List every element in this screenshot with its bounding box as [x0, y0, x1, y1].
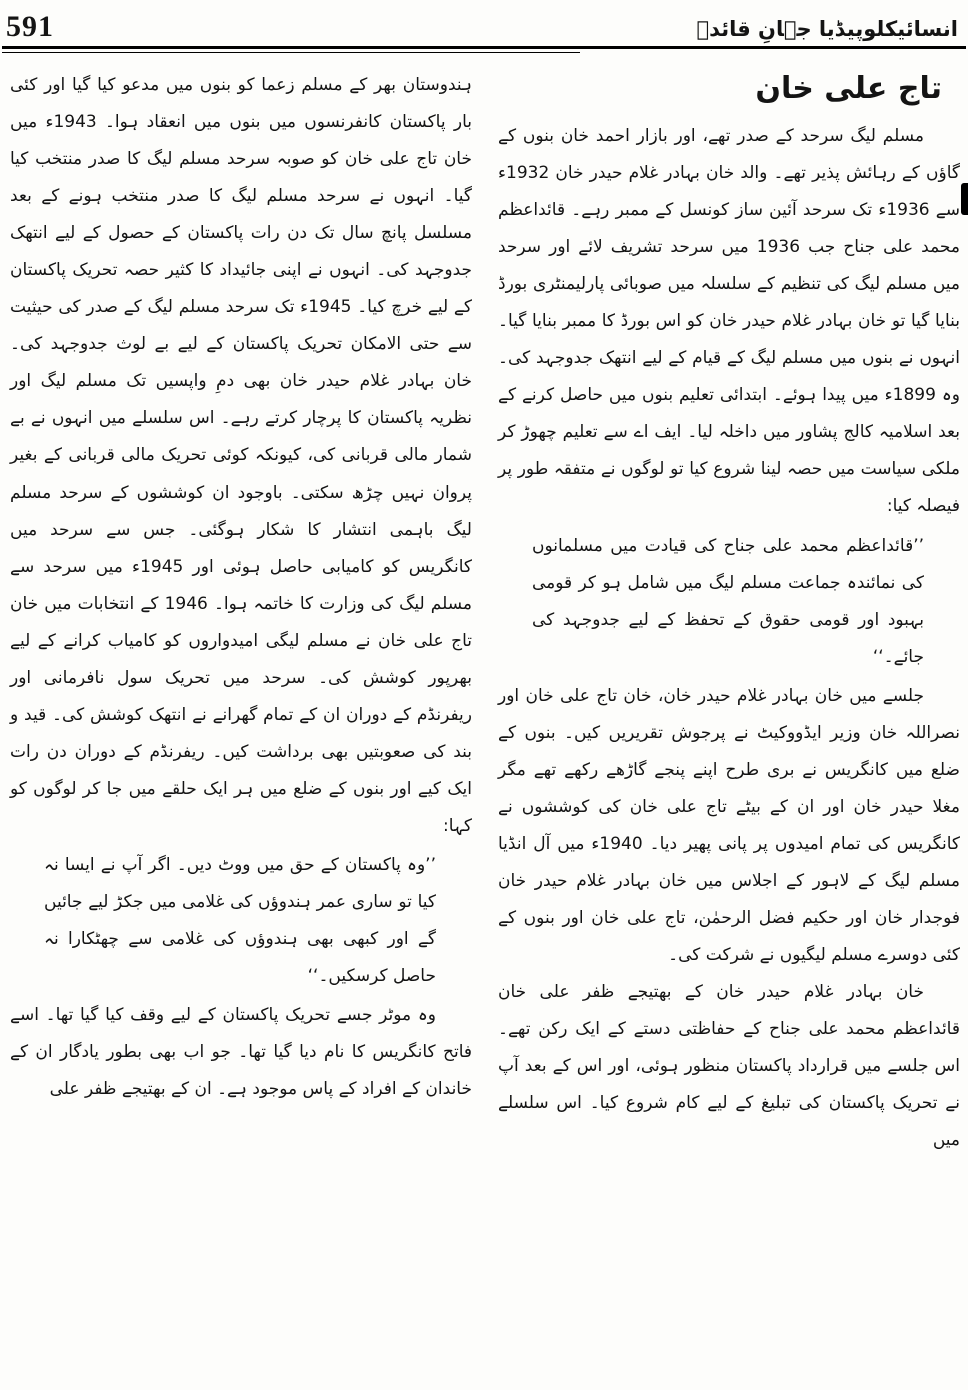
header-rule-thick: [2, 46, 966, 49]
paragraph: مسلم لیگ سرحد کے صدر تھے، اور بازار احمد خان بنوں کے گاؤں کے رہائش پذیر تھے۔ والد خان بہادر غلام حیدر خان 1932ء سے 1936ء تک سرحد آئین ساز کونسل کے ممبر رہے۔ قائداعظم محمد علی جناح جب 1936 میں سرحد تشریف لائے اور سرحد میں مسلم لیگ کی تنظیم کے سلسلہ میں صوبائی پارلیمنٹری بورڈ بنایا گیا تو خان بہادر غلام حیدر خان کو اس بورڈ کا ممبر بنایا گیا۔ انہوں نے بنوں میں مسلم لیگ کے قیام کے لیے انتھک جدوجہد کی۔ وہ 1899ء میں پیدا ہوئے۔ ابتدائی تعلیم بنوں میں حاصل کرنے کے بعد اسلامیہ کالج پشاور میں داخلہ لیا۔ ایف اے سے تعلیم چھوڑ کر ملکی سیاست میں حصہ لینا شروع کیا تو لوگوں نے متفقہ طور پر فیصلہ کیا:: [498, 126, 961, 517]
article-body: [0, 53, 968, 1159]
entry-heading: تاج علی خان: [755, 71, 942, 106]
column-left: [10, 67, 472, 1159]
quote-block: ’’قائداعظم محمد علی جناح کی قیادت میں مسلمانوں کی نمائندہ جماعت مسلم لیگ میں شامل ہو کر قومی بہبود اور قومی حقوق کے تحفظ کے لیے جدوجہد کی جائے۔‘‘: [532, 535, 924, 667]
quote-block: ’’وہ پاکستان کے حق میں ووٹ دیں۔ اگر آپ نے ایسا نہ کیا تو ساری عمر ہندوؤں کی غلامی میں جکڑ لیے جائیں گے اور کبھی بھی ہندوؤں کی غلامی سے چھٹکارا نہ حاصل کرسکیں۔‘‘: [44, 854, 436, 987]
paragraph: جلسے میں خان بہادر غلام حیدر خان، خان تاج علی خان اور نصراللہ خان وزیر ایڈووکیٹ نے پرجوش تقریریں کیں۔ بنوں کے ضلع میں کانگریس نے بری طرح اپنے پنجے گاڑھے رکھے تھے مگر مغلا حیدر خان اور ان کے بیٹے تاج علی خان کی کوششوں نے کانگریس کی تمام امیدوں پر پانی پھیر دیا۔ 1940ء میں آل انڈیا مسلم لیگ کے لاہور کے اجلاس میں خان بہادر غلام حیدر خان فوجدار خان اور حکیم فضل الرحمٰن، تاج علی خان اور بنوں کے کئی دوسرے مسلم لیگیوں نے شرکت کی۔: [498, 685, 960, 966]
column-right: [498, 67, 960, 1159]
paragraph-continuation: ہندوستان بھر کے مسلم زعما کو بنوں میں مدعو کیا گیا اور کئی بار پاکستان کانفرنسوں میں بنوں میں انعقاد ہوا۔ 1943ء میں خان تاج علی خان کو صوبہ سرحد مسلم لیگ کا صدر منتخب کیا گیا۔ انہوں نے سرحد مسلم لیگ کا صدر منتخب ہونے کے بعد مسلسل پانچ سال تک دن رات پاکستان کے حصول کے لیے انتھک جدوجہد کی۔ انہوں نے اپنی جائیداد کا کثیر حصہ تحریک پاکستان کے لیے خرچ کیا۔ 1945ء تک سرحد مسلم لیگ کے صدر کی حیثیت سے حتی الامکان تحریک پاکستان کے لیے بے لوث جدوجہد کی۔ خان بہادر غلام حیدر خان بھی دمِ واپسیں تک مسلم لیگ اور نظریہ پاکستان کا پرچار کرتے رہے۔ اس سلسلے میں انہوں نے بے شمار مالی قربانی کی، کیونکہ کوئی تحریک مالی قربانی کے بغیر پروان نہیں چڑھ سکتی۔ باوجود ان کوششوں کے سرحد مسلم لیگ باہمی انتشار کا شکار ہوگئی۔ جس سے سرحد میں کانگریس کو کامیابی حاصل ہوئی اور 1945ء میں سرحد سے مسلم لیگ کی وزارت کا خاتمہ ہوا۔ 1946 کے انتخابات میں خان تاج علی خان نے مسلم لیگی امیدواروں کو کامیاب کرانے کے لیے بھرپور کوشش کی۔ سرحد میں تحریک سول نافرمانی اور ریفرنڈم کے دوران ان کے تمام گھرانے نے انتھک کوشش کی۔ قید و بند کی صعوبتیں بھی برداشت کیں۔ ریفرنڈم کے دوران دن رات ایک کیے اور بنوں کے ضلع میں ہر ایک حلقے میں جا کر لوگوں کو کہا:: [10, 75, 473, 836]
page-number: 591: [6, 10, 54, 43]
paragraph: خان بہادر غلام حیدر خان کے بھتیجے ظفر علی خان قائداعظم محمد علی جناح کے حفاظتی دستے کے ایک رکن تھے۔ اس جلسے میں قرارداد پاکستان منظور ہوئی، اور اس کے بعد آپ نے تحریک پاکستان کی تبلیغ کے لیے کام شروع کیا۔ اس سلسلے میں: [498, 982, 960, 1151]
scan-edge-artifact: [961, 183, 968, 215]
page-header: [0, 0, 968, 44]
book-title: انسائیکلوپیڈیا جہانِ قائدؒ: [696, 16, 958, 41]
paragraph: وہ موٹر جسے تحریک پاکستان کے لیے وقف کیا گیا تھا۔ اسے فاتح کانگریس کا نام دیا گیا تھا۔ جو اب بھی بطور یادگار ان کے خاندان کے افراد کے پاس موجود ہے۔ ان کے بھتیجے ظفر علی: [10, 1005, 472, 1100]
